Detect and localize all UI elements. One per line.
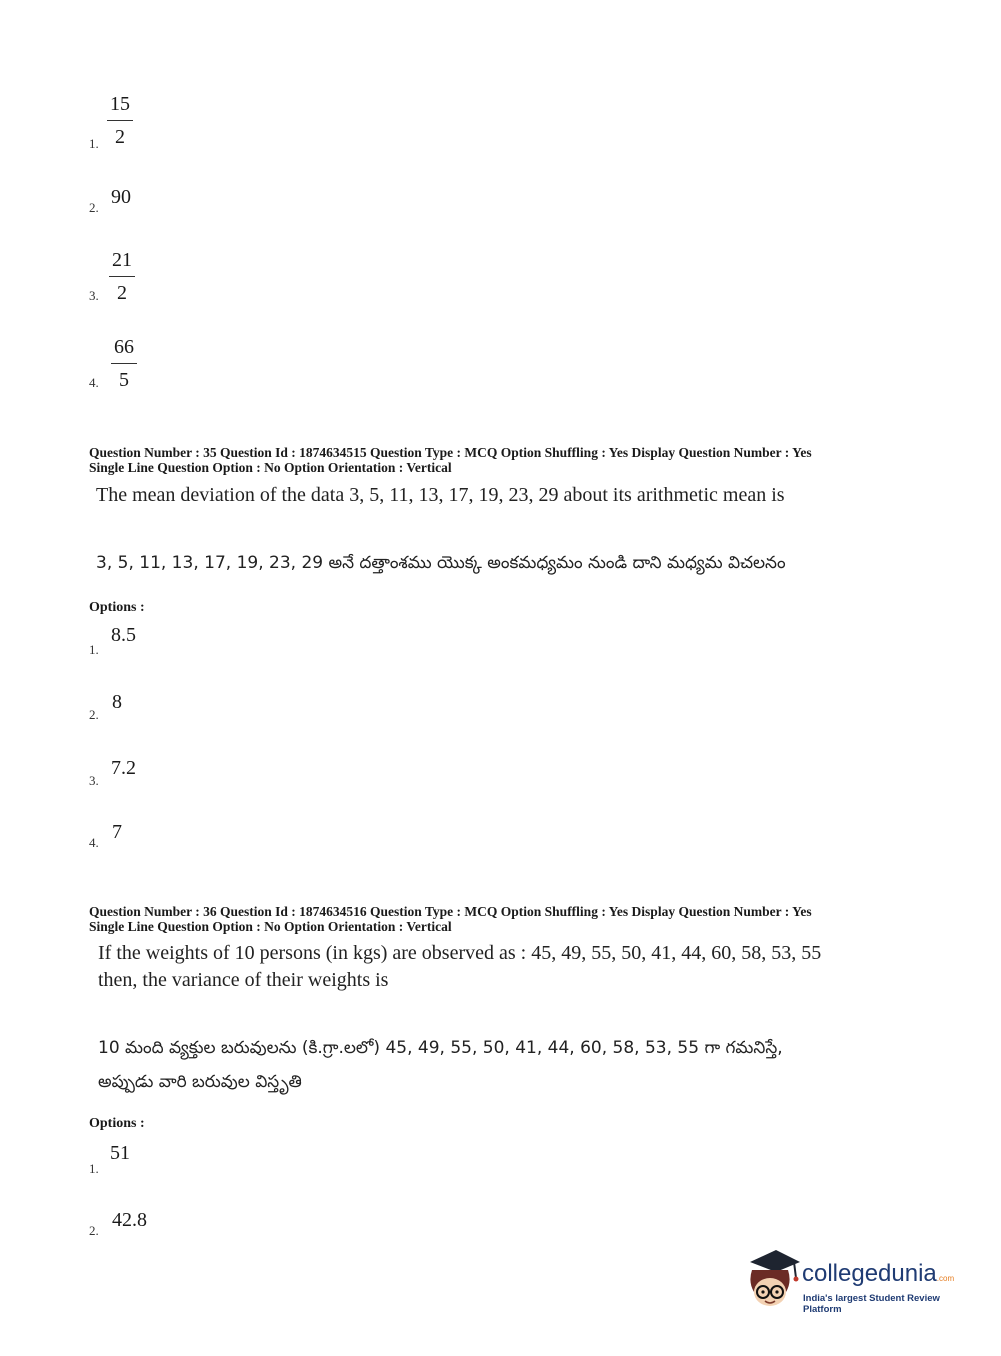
fraction bbox=[109, 250, 135, 303]
question-36-text-english-line-1: If the weights of 10 persons (in kgs) are observed as : 45, 49, 55, 50, 41, 44, 60, 58, 53, 55 bbox=[98, 942, 822, 964]
option-number: 4. bbox=[89, 835, 99, 850]
option-number: 1. bbox=[89, 136, 99, 151]
option-number: 1. bbox=[89, 642, 99, 657]
logo-name: collegedunia bbox=[802, 1260, 937, 1287]
option-number: 3. bbox=[89, 773, 99, 788]
meta-line-2: Single Line Question Option : No Option Orientation : Vertical bbox=[89, 460, 452, 475]
logo-wordmark bbox=[802, 1260, 954, 1288]
question-35-text-telugu: 3, 5, 11, 13, 17, 19, 23, 29 అనే దత్తాంశము యొక్క అంకమధ్యమం నుండి దాని మధ్యమ విచలనం bbox=[96, 553, 786, 573]
fraction bbox=[107, 94, 133, 147]
option-value: 8 bbox=[112, 691, 122, 713]
options-label: Options : bbox=[89, 600, 145, 615]
fraction-numerator: 21 bbox=[109, 250, 135, 277]
fraction bbox=[111, 337, 137, 390]
logo-tagline: India's largest Student Review Platform bbox=[803, 1293, 940, 1315]
option-value: 90 bbox=[111, 186, 131, 208]
option-number: 4. bbox=[89, 375, 99, 390]
question-36-text-telugu-line-1: 10 మంది వ్యక్తుల బరువులను (కి.గ్రా.లలో) 45, 49, 55, 50, 41, 44, 60, 58, 53, 55 గా గమనిస్తే, bbox=[98, 1038, 783, 1058]
option-value: 42.8 bbox=[112, 1209, 147, 1231]
options-label: Options : bbox=[89, 1116, 145, 1131]
question-35-meta bbox=[89, 445, 812, 475]
option-number: 3. bbox=[89, 288, 99, 303]
question-35-text-english: The mean deviation of the data 3, 5, 11, 13, 17, 19, 23, 29 about its arithmetic mean is bbox=[96, 484, 785, 506]
option-value: 8.5 bbox=[111, 624, 136, 646]
fraction-denominator: 2 bbox=[115, 126, 125, 148]
option-number: 1. bbox=[89, 1161, 99, 1176]
fraction-numerator: 66 bbox=[111, 337, 137, 364]
option-value: 51 bbox=[110, 1142, 130, 1164]
collegedunia-logo bbox=[740, 1248, 970, 1318]
meta-line-1: Question Number : 35 Question Id : 1874634515 Question Type : MCQ Option Shuffling : Yes Display Question Number : Yes bbox=[89, 445, 812, 460]
meta-line-1: Question Number : 36 Question Id : 1874634516 Question Type : MCQ Option Shuffling : Yes Display Question Number : Yes bbox=[89, 904, 812, 919]
fraction-numerator: 15 bbox=[107, 94, 133, 121]
option-number: 2. bbox=[89, 1223, 99, 1238]
question-36-meta bbox=[89, 904, 812, 934]
option-number: 2. bbox=[89, 707, 99, 722]
question-36-text-telugu-line-2: అప్పుడు వారి బరువుల విస్తృతి bbox=[98, 1072, 302, 1092]
fraction-denominator: 2 bbox=[117, 282, 127, 304]
option-value: 7 bbox=[112, 821, 122, 843]
meta-line-2: Single Line Question Option : No Option Orientation : Vertical bbox=[89, 919, 452, 934]
student-mascot-icon bbox=[740, 1248, 802, 1314]
question-36-text-english-line-2: then, the variance of their weights is bbox=[98, 969, 389, 991]
logo-suffix: .com bbox=[936, 1274, 955, 1283]
option-number: 2. bbox=[89, 200, 99, 215]
fraction-denominator: 5 bbox=[119, 369, 129, 391]
option-value: 7.2 bbox=[111, 757, 136, 779]
